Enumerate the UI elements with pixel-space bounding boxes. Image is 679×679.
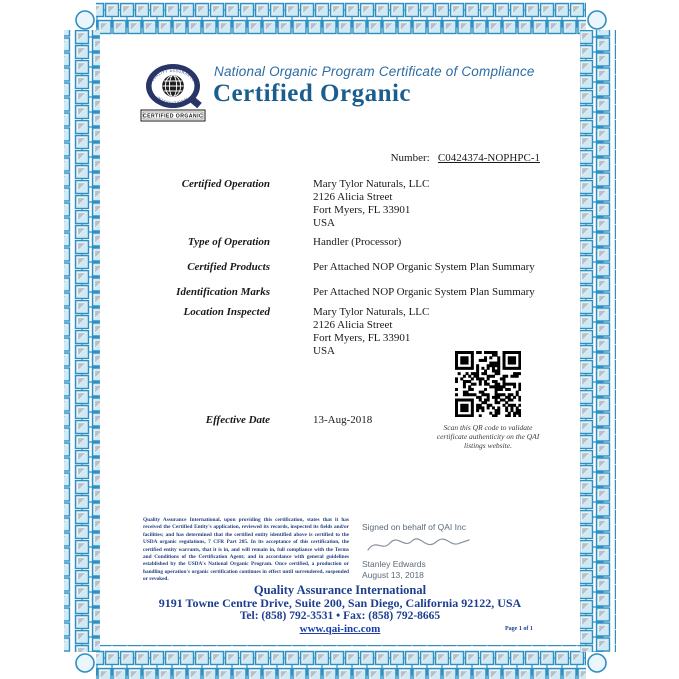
svg-text:INTERNATIONAL: INTERNATIONAL: [156, 95, 190, 106]
footer: [110, 584, 570, 636]
logo-label: CERTIFIED ORGANIC: [142, 113, 204, 120]
certificate-fields: [143, 178, 563, 358]
field-value: Per Attached NOP Organic System Plan Summary: [313, 261, 535, 273]
field-row-certified-operation: [143, 178, 563, 230]
signature-block: [362, 522, 532, 581]
field-row-identification-marks: [143, 286, 563, 299]
field-value: Handler (Processor): [313, 236, 402, 248]
qai-globe-icon: [139, 61, 207, 127]
field-label: Location Inspected: [183, 306, 270, 318]
footer-website-link[interactable]: www.qai-inc.com: [299, 623, 381, 635]
field-row-certified-products: [143, 261, 563, 274]
signed-on-behalf-text: Signed on behalf of QAI Inc: [362, 522, 466, 532]
field-value: Mary Tylor Naturals, LLC 2126 Alicia Street Fort Myers, FL 33901 USA: [313, 306, 430, 357]
field-label: Effective Date: [205, 414, 270, 426]
program-line: National Organic Program Certificate of Compliance: [214, 64, 535, 79]
footer-address: 9191 Towne Centre Drive, Suite 200, San Diego, California 92122, USA: [158, 596, 522, 610]
certificate-number-row: [340, 152, 540, 164]
footer-org: Quality Assurance International: [253, 583, 427, 597]
signature-scribble-icon: [366, 536, 476, 554]
signature-date: August 13, 2018: [362, 570, 424, 580]
svg-text:QUALITY ASSURANCE: QUALITY ASSURANCE: [150, 68, 196, 83]
signer-name: Stanley Edwards: [362, 559, 426, 569]
qai-logo: [139, 61, 207, 127]
qr-code-icon: [455, 351, 521, 417]
field-value: 13-Aug-2018: [313, 414, 373, 426]
page-title: Certified Organic: [213, 80, 412, 107]
qr-caption: Scan this QR code to validate certificate authenticity on the QAI listings website.: [436, 423, 540, 450]
field-row-type-of-operation: [143, 236, 563, 249]
field-value: Per Attached NOP Organic System Plan Summary: [313, 286, 535, 298]
field-label: Certified Operation: [181, 178, 270, 190]
legal-text: Quality Assurance International, upon providing this certification, states that it has received the Certified Entity's application, reviewed its records, inspected its fields and/or facilities; and has determined that the certified entity identified above is certified to the USDA organic regulations, 7 CFR Part 205. In its acceptance of this certification, the certified entity warrants, that it is in, and will remain in, full compliance with the Terms and Conditions of the Certification Agent; and in accordance with general guidelines established by the USDA's National Organic Program. Once certified, a production or handling operation's organic certification continues in effect until surrendered, suspended or revoked.: [143, 517, 349, 583]
field-label: Identification Marks: [176, 286, 270, 298]
field-value: Mary Tylor Naturals, LLC 2126 Alicia Street Fort Myers, FL 33901 USA: [313, 178, 430, 229]
certificate-number-value: C0424374-NOPHPC-1: [437, 152, 540, 164]
certificate-number-label: Number:: [390, 152, 430, 164]
page-number: Page 1 of 1: [505, 626, 533, 632]
footer-tel-fax: Tel: (858) 792-3531 • Fax: (858) 792-8665: [239, 610, 441, 622]
field-label: Type of Operation: [187, 236, 270, 248]
qr-code: [455, 351, 521, 417]
field-label: Certified Products: [187, 261, 270, 273]
